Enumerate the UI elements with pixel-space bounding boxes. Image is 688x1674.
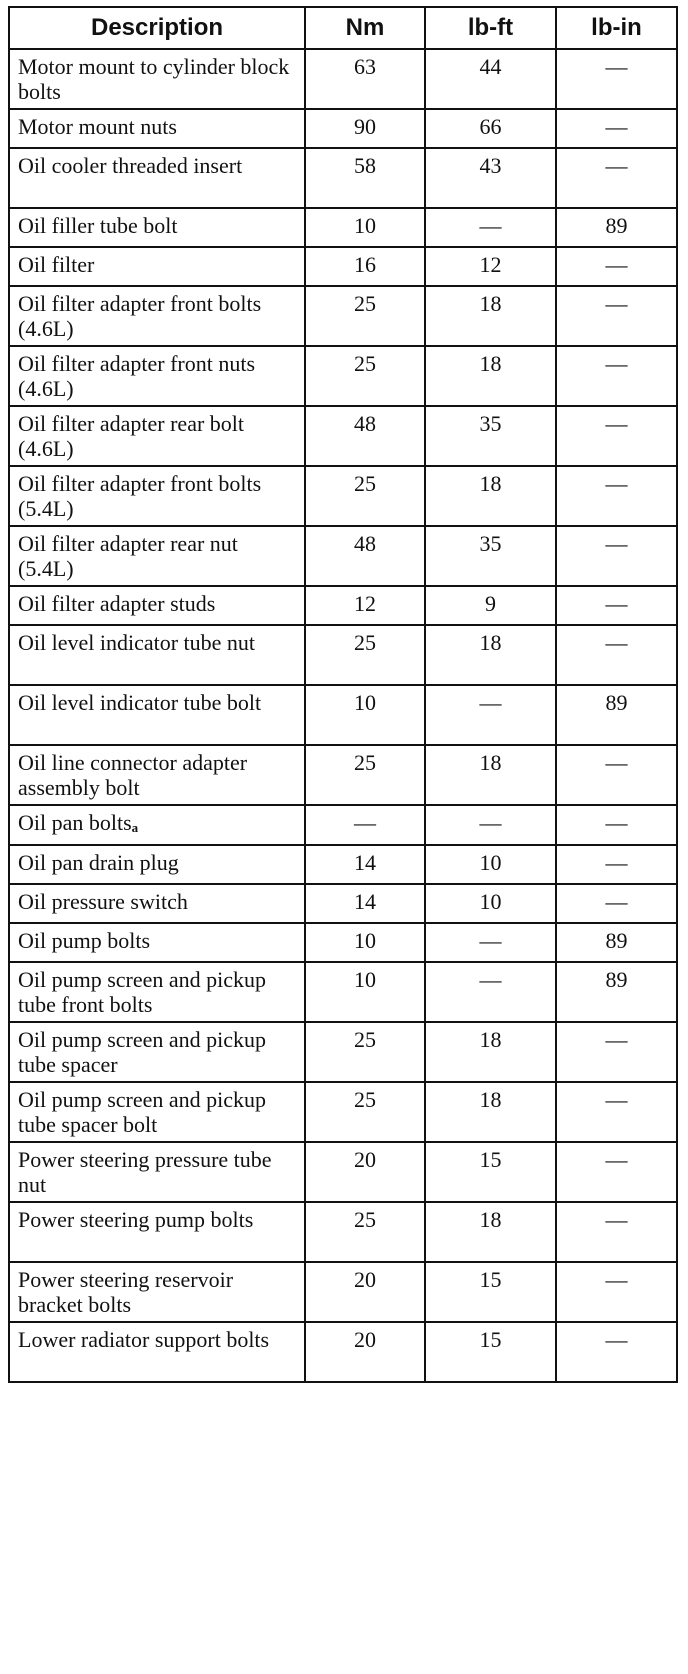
cell-lb-in: 89 <box>556 685 677 745</box>
cell-lb-in: — <box>556 1082 677 1142</box>
table-row <box>9 962 677 1022</box>
cell-description <box>9 923 305 962</box>
cell-lb-in: — <box>556 1142 677 1202</box>
cell-description <box>9 962 305 1022</box>
cell-lb-ft: 12 <box>425 247 556 286</box>
table-row <box>9 1262 677 1322</box>
description-text: Oil level indicator tube bolt <box>18 690 262 715</box>
table-row <box>9 745 677 805</box>
cell-lb-in: — <box>556 466 677 526</box>
table-row <box>9 208 677 247</box>
description-text: Oil filter adapter studs <box>18 591 216 616</box>
cell-description <box>9 1322 305 1382</box>
cell-lb-ft: 18 <box>425 625 556 685</box>
cell-lb-ft: 35 <box>425 406 556 466</box>
header-description: Description <box>9 7 305 49</box>
torque-spec-table <box>8 6 678 1383</box>
cell-lb-in: — <box>556 884 677 923</box>
cell-nm: 10 <box>305 923 425 962</box>
cell-description <box>9 208 305 247</box>
cell-lb-in: — <box>556 109 677 148</box>
table-row <box>9 586 677 625</box>
cell-lb-ft: 10 <box>425 884 556 923</box>
cell-nm: 48 <box>305 526 425 586</box>
cell-lb-ft: 18 <box>425 1202 556 1262</box>
cell-nm: 14 <box>305 845 425 884</box>
cell-lb-in: 89 <box>556 923 677 962</box>
table-row <box>9 466 677 526</box>
table-row <box>9 286 677 346</box>
header-lb-in: lb-in <box>556 7 677 49</box>
cell-nm: 25 <box>305 1202 425 1262</box>
cell-nm: 10 <box>305 685 425 745</box>
cell-lb-ft: 18 <box>425 745 556 805</box>
cell-lb-ft: 10 <box>425 845 556 884</box>
cell-nm: 20 <box>305 1322 425 1382</box>
description-text: Oil filter adapter front bolts (4.6L) <box>18 291 262 341</box>
cell-lb-in: 89 <box>556 962 677 1022</box>
cell-description <box>9 1262 305 1322</box>
cell-lb-in: — <box>556 286 677 346</box>
description-text: Oil filter adapter front bolts (5.4L) <box>18 471 262 521</box>
cell-lb-ft: 15 <box>425 1142 556 1202</box>
cell-nm: 10 <box>305 962 425 1022</box>
header-nm: Nm <box>305 7 425 49</box>
cell-lb-in: — <box>556 1262 677 1322</box>
description-text: Lower radiator support bolts <box>18 1327 270 1352</box>
cell-nm: 63 <box>305 49 425 109</box>
cell-description <box>9 286 305 346</box>
description-text: Motor mount to cylinder block bolts <box>18 54 290 104</box>
table-row <box>9 1202 677 1262</box>
description-text: Power steering pressure tube nut <box>18 1147 272 1197</box>
cell-description <box>9 49 305 109</box>
cell-lb-ft: 18 <box>425 1082 556 1142</box>
table-row <box>9 1082 677 1142</box>
table-row <box>9 845 677 884</box>
footnote-marker: a <box>131 820 139 835</box>
description-text: Power steering reservoir bracket bolts <box>18 1267 234 1317</box>
header-row <box>9 7 677 49</box>
cell-lb-ft: — <box>425 923 556 962</box>
cell-lb-ft: 18 <box>425 286 556 346</box>
description-text: Oil pump bolts <box>18 928 151 953</box>
cell-lb-ft: — <box>425 208 556 247</box>
cell-description <box>9 346 305 406</box>
cell-description <box>9 1022 305 1082</box>
table-row <box>9 49 677 109</box>
cell-nm: 25 <box>305 625 425 685</box>
cell-nm: 90 <box>305 109 425 148</box>
cell-lb-ft: 15 <box>425 1322 556 1382</box>
table-row <box>9 109 677 148</box>
description-text: Oil pan bolts <box>18 810 132 835</box>
table-row <box>9 625 677 685</box>
description-text: Oil pump screen and pickup tube spacer <box>18 1027 267 1077</box>
cell-lb-in: — <box>556 526 677 586</box>
cell-nm: 48 <box>305 406 425 466</box>
cell-nm: 25 <box>305 1022 425 1082</box>
cell-nm: 16 <box>305 247 425 286</box>
cell-description <box>9 148 305 208</box>
description-text: Power steering pump bolts <box>18 1207 254 1232</box>
cell-lb-in: — <box>556 805 677 845</box>
cell-description <box>9 845 305 884</box>
cell-nm: 25 <box>305 346 425 406</box>
cell-description <box>9 109 305 148</box>
cell-description <box>9 884 305 923</box>
description-text: Oil pump screen and pickup tube front bolts <box>18 967 267 1017</box>
cell-lb-in: 89 <box>556 208 677 247</box>
description-text: Oil filler tube bolt <box>18 213 178 238</box>
cell-lb-in: — <box>556 1322 677 1382</box>
description-text: Oil filter adapter rear nut (5.4L) <box>18 531 238 581</box>
cell-lb-ft: — <box>425 685 556 745</box>
description-text: Oil level indicator tube nut <box>18 630 256 655</box>
cell-description <box>9 1082 305 1142</box>
cell-lb-in: — <box>556 586 677 625</box>
cell-lb-in: — <box>556 406 677 466</box>
table-row <box>9 1322 677 1382</box>
cell-lb-in: — <box>556 1202 677 1262</box>
cell-lb-in: — <box>556 745 677 805</box>
cell-lb-ft: 43 <box>425 148 556 208</box>
cell-lb-ft: 15 <box>425 1262 556 1322</box>
table-row <box>9 148 677 208</box>
cell-description <box>9 685 305 745</box>
table-row <box>9 1022 677 1082</box>
cell-nm: 58 <box>305 148 425 208</box>
cell-lb-ft: 18 <box>425 346 556 406</box>
table-header <box>9 7 677 49</box>
cell-description <box>9 247 305 286</box>
cell-description <box>9 625 305 685</box>
cell-nm: 10 <box>305 208 425 247</box>
table-row <box>9 685 677 745</box>
cell-lb-in: — <box>556 49 677 109</box>
cell-lb-in: — <box>556 1022 677 1082</box>
cell-nm: 25 <box>305 286 425 346</box>
cell-lb-ft: 9 <box>425 586 556 625</box>
table-row <box>9 346 677 406</box>
cell-nm: 25 <box>305 466 425 526</box>
cell-description <box>9 805 305 845</box>
description-text: Oil cooler threaded insert <box>18 153 243 178</box>
cell-description <box>9 586 305 625</box>
description-text: Oil line connector adapter assembly bolt <box>18 750 248 800</box>
cell-lb-in: — <box>556 247 677 286</box>
cell-nm: — <box>305 805 425 845</box>
description-text: Oil pan drain plug <box>18 850 179 875</box>
cell-description <box>9 1142 305 1202</box>
cell-description <box>9 745 305 805</box>
cell-lb-ft: — <box>425 962 556 1022</box>
cell-lb-ft: — <box>425 805 556 845</box>
cell-nm: 20 <box>305 1262 425 1322</box>
cell-lb-ft: 18 <box>425 466 556 526</box>
cell-lb-in: — <box>556 148 677 208</box>
table-row <box>9 406 677 466</box>
description-text: Oil filter adapter rear bolt (4.6L) <box>18 411 245 461</box>
description-text: Oil filter adapter front nuts (4.6L) <box>18 351 256 401</box>
cell-lb-in: — <box>556 845 677 884</box>
cell-lb-ft: 35 <box>425 526 556 586</box>
header-lb-ft: lb-ft <box>425 7 556 49</box>
table-row <box>9 526 677 586</box>
table-row <box>9 923 677 962</box>
table-row <box>9 1142 677 1202</box>
cell-lb-ft: 44 <box>425 49 556 109</box>
cell-lb-in: — <box>556 625 677 685</box>
cell-nm: 20 <box>305 1142 425 1202</box>
cell-nm: 25 <box>305 745 425 805</box>
table-row <box>9 884 677 923</box>
cell-nm: 12 <box>305 586 425 625</box>
cell-lb-ft: 66 <box>425 109 556 148</box>
cell-description <box>9 526 305 586</box>
cell-description <box>9 1202 305 1262</box>
cell-description <box>9 466 305 526</box>
description-text: Motor mount nuts <box>18 114 177 139</box>
description-text: Oil pressure switch <box>18 889 188 914</box>
cell-lb-ft: 18 <box>425 1022 556 1082</box>
cell-nm: 25 <box>305 1082 425 1142</box>
description-text: Oil pump screen and pickup tube spacer bolt <box>18 1087 267 1137</box>
table-row <box>9 247 677 286</box>
table-row <box>9 805 677 845</box>
description-text: Oil filter <box>18 252 95 277</box>
cell-lb-in: — <box>556 346 677 406</box>
cell-description <box>9 406 305 466</box>
table-body <box>9 49 677 1382</box>
cell-nm: 14 <box>305 884 425 923</box>
